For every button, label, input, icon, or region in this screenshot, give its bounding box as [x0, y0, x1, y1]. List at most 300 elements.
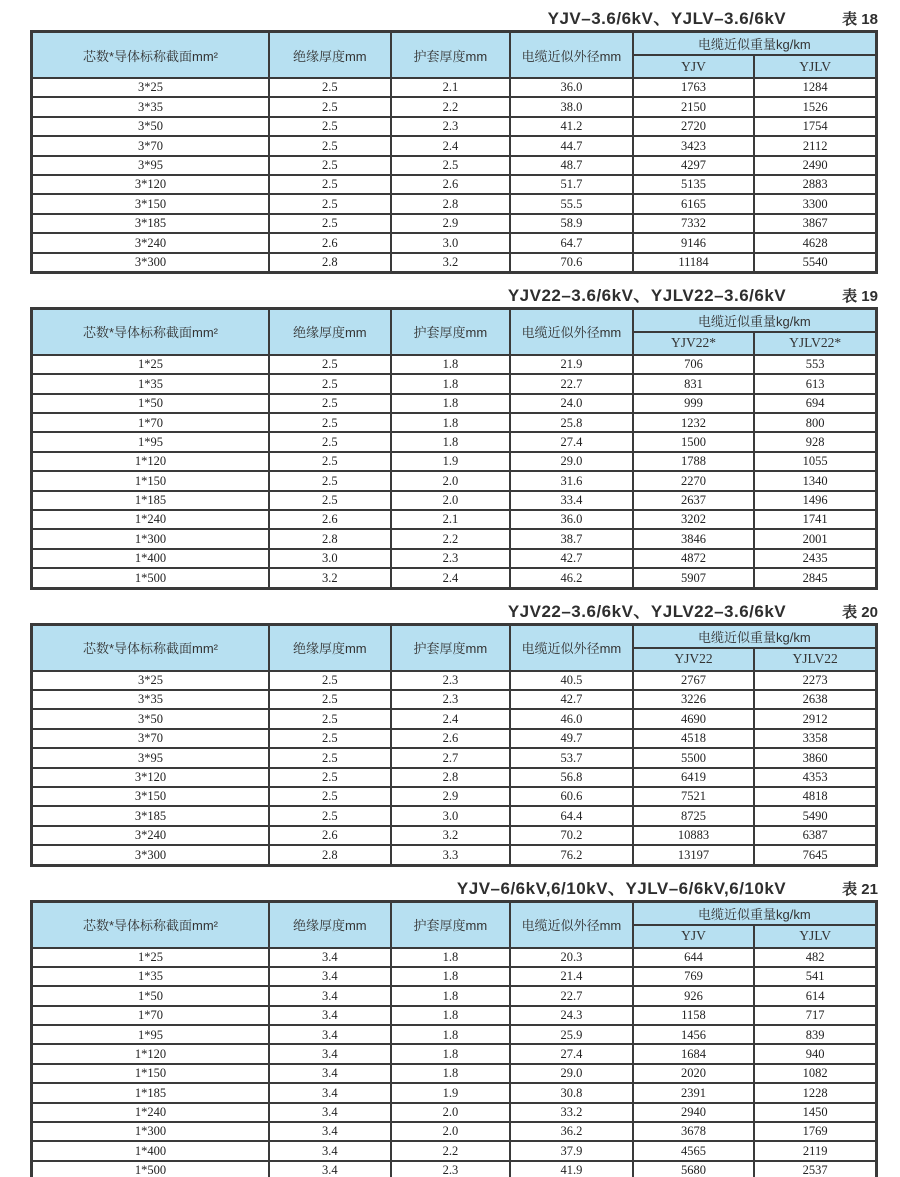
table-cell: 1*300 [32, 529, 269, 548]
table-cell: 7332 [633, 214, 755, 233]
table-20-heading [30, 597, 878, 621]
table-cell: 4297 [633, 156, 755, 175]
table-cell: 706 [633, 355, 755, 374]
table-cell: 1684 [633, 1044, 755, 1063]
table-cell: 2.3 [391, 671, 511, 690]
table-cell: 1.8 [391, 1006, 511, 1025]
table-cell: 4353 [754, 768, 876, 787]
table-cell: 644 [633, 948, 755, 967]
col-header-weight-group: 电缆近似重量kg/km [633, 32, 877, 56]
table-cell: 24.3 [510, 1006, 633, 1025]
table-cell: 613 [754, 374, 876, 393]
col-header-weight-yjlv22: YJLV22* [754, 332, 876, 355]
table-cell: 6387 [754, 826, 876, 845]
table-cell: 3.3 [391, 845, 511, 865]
table-row [32, 214, 877, 233]
table-row [32, 1141, 877, 1160]
table-cell: 13197 [633, 845, 755, 865]
col-header-spec: 芯数*导体标称截面mm² [32, 901, 269, 948]
table-cell: 3*95 [32, 156, 269, 175]
table-row [32, 1103, 877, 1122]
table-cell: 1055 [754, 452, 876, 471]
table-row [32, 253, 877, 273]
col-header-weight-group: 电缆近似重量kg/km [633, 308, 877, 332]
table-cell: 55.5 [510, 194, 633, 213]
table-cell: 21.9 [510, 355, 633, 374]
table-cell: 64.4 [510, 806, 633, 825]
table-row [32, 1044, 877, 1063]
table-cell: 2.8 [391, 768, 511, 787]
table-section-20 [30, 597, 878, 867]
table-cell: 4690 [633, 709, 755, 728]
table-cell: 42.7 [510, 690, 633, 709]
col-header-weight-yjv: YJV [633, 55, 755, 78]
table-cell: 53.7 [510, 748, 633, 767]
table-21-title: YJV–6/6kV,6/10kV、YJLV–6/6kV,6/10kV [456, 878, 787, 898]
table-cell: 1*25 [32, 948, 269, 967]
table-cell: 2.5 [269, 729, 391, 748]
col-header-insulation: 绝缘厚度mm [269, 308, 391, 355]
table-cell: 1284 [754, 78, 876, 97]
table-cell: 3867 [754, 214, 876, 233]
table-cell: 1754 [754, 117, 876, 136]
table-cell: 3678 [633, 1122, 755, 1141]
table-cell: 2.5 [269, 194, 391, 213]
table-cell: 27.4 [510, 432, 633, 451]
table-row [32, 394, 877, 413]
table-row [32, 491, 877, 510]
table-cell: 3.2 [391, 826, 511, 845]
table-cell: 1*300 [32, 1122, 269, 1141]
col-header-od: 电缆近似外径mm [510, 308, 633, 355]
table-cell: 10883 [633, 826, 755, 845]
cable-spec-table-20 [30, 623, 878, 867]
cable-spec-table-21 [30, 900, 878, 1177]
table-cell: 1*70 [32, 1006, 269, 1025]
table-row [32, 709, 877, 728]
table-cell: 20.3 [510, 948, 633, 967]
table-cell: 2.4 [391, 568, 511, 588]
table-cell: 46.2 [510, 568, 633, 588]
table-cell: 926 [633, 986, 755, 1005]
table-cell: 2.5 [269, 374, 391, 393]
table-cell: 22.7 [510, 986, 633, 1005]
table-cell: 3*185 [32, 806, 269, 825]
table-cell: 717 [754, 1006, 876, 1025]
table-cell: 3.4 [269, 1161, 391, 1177]
table-cell: 2.5 [269, 136, 391, 155]
table-row [32, 452, 877, 471]
table-cell: 2.0 [391, 1122, 511, 1141]
table-cell: 831 [633, 374, 755, 393]
table-cell: 3.4 [269, 1141, 391, 1160]
table-cell: 41.2 [510, 117, 633, 136]
table-cell: 5907 [633, 568, 755, 588]
table-cell: 1496 [754, 491, 876, 510]
table-20-title: YJV22–3.6/6kV、YJLV22–3.6/6kV [507, 601, 787, 621]
table-cell: 3*35 [32, 690, 269, 709]
table-cell: 999 [633, 394, 755, 413]
table-cell: 2883 [754, 175, 876, 194]
table-cell: 4565 [633, 1141, 755, 1160]
table-cell: 2.5 [269, 355, 391, 374]
table-row [32, 117, 877, 136]
table-cell: 33.2 [510, 1103, 633, 1122]
table-cell: 2.5 [269, 413, 391, 432]
table-row [32, 967, 877, 986]
table-cell: 29.0 [510, 1064, 633, 1083]
table-row [32, 471, 877, 490]
table-cell: 1158 [633, 1006, 755, 1025]
table-cell: 2.8 [269, 529, 391, 548]
table-cell: 3300 [754, 194, 876, 213]
table-cell: 1*185 [32, 1083, 269, 1102]
table-cell: 44.7 [510, 136, 633, 155]
table-cell: 2.5 [269, 471, 391, 490]
table-cell: 46.0 [510, 709, 633, 728]
table-cell: 2940 [633, 1103, 755, 1122]
table-row [32, 568, 877, 588]
table-row [32, 1083, 877, 1102]
table-cell: 1.8 [391, 432, 511, 451]
table-cell: 1769 [754, 1122, 876, 1141]
table-cell: 38.7 [510, 529, 633, 548]
table-row [32, 787, 877, 806]
table-row [32, 549, 877, 568]
col-header-insulation: 绝缘厚度mm [269, 624, 391, 671]
table-cell: 2391 [633, 1083, 755, 1102]
table-cell: 3.4 [269, 1122, 391, 1141]
table-cell: 3.4 [269, 1044, 391, 1063]
table-18-number: 表 18 [842, 11, 878, 28]
table-cell: 614 [754, 986, 876, 1005]
table-cell: 1*150 [32, 471, 269, 490]
table-21-heading [30, 874, 878, 898]
table-cell: 1*50 [32, 986, 269, 1005]
table-cell: 2537 [754, 1161, 876, 1177]
table-row [32, 806, 877, 825]
table-cell: 482 [754, 948, 876, 967]
table-row [32, 1161, 877, 1177]
table-cell: 2.5 [269, 175, 391, 194]
table-cell: 3*35 [32, 97, 269, 116]
table-cell: 1228 [754, 1083, 876, 1102]
table-cell: 1450 [754, 1103, 876, 1122]
table-cell: 1*240 [32, 1103, 269, 1122]
table-cell: 541 [754, 967, 876, 986]
table-cell: 1*500 [32, 568, 269, 588]
table-cell: 2001 [754, 529, 876, 548]
table-cell: 3423 [633, 136, 755, 155]
table-cell: 2.8 [269, 253, 391, 273]
table-cell: 3860 [754, 748, 876, 767]
col-header-sheath: 护套厚度mm [391, 901, 511, 948]
table-cell: 3202 [633, 510, 755, 529]
table-cell: 2.5 [391, 156, 511, 175]
table-cell: 1.8 [391, 355, 511, 374]
table-cell: 1*120 [32, 1044, 269, 1063]
table-cell: 2.5 [269, 709, 391, 728]
table-cell: 1*400 [32, 1141, 269, 1160]
table-cell: 3*300 [32, 845, 269, 865]
table-cell: 3846 [633, 529, 755, 548]
cable-spec-table-19 [30, 307, 878, 590]
table-cell: 1340 [754, 471, 876, 490]
table-cell: 1*185 [32, 491, 269, 510]
table-row [32, 768, 877, 787]
table-cell: 5135 [633, 175, 755, 194]
table-cell: 2720 [633, 117, 755, 136]
table-cell: 839 [754, 1025, 876, 1044]
table-cell: 2112 [754, 136, 876, 155]
table-row [32, 690, 877, 709]
table-cell: 42.7 [510, 549, 633, 568]
table-cell: 2.0 [391, 471, 511, 490]
table-cell: 1500 [633, 432, 755, 451]
table-cell: 41.9 [510, 1161, 633, 1177]
table-18-body [32, 78, 877, 272]
col-header-sheath: 护套厚度mm [391, 32, 511, 79]
table-cell: 25.8 [510, 413, 633, 432]
table-cell: 3*25 [32, 78, 269, 97]
table-cell: 4818 [754, 787, 876, 806]
table-cell: 769 [633, 967, 755, 986]
table-cell: 2020 [633, 1064, 755, 1083]
table-cell: 928 [754, 432, 876, 451]
table-cell: 3.0 [391, 233, 511, 252]
table-row [32, 845, 877, 865]
table-cell: 1.8 [391, 1044, 511, 1063]
table-cell: 3.4 [269, 948, 391, 967]
table-cell: 2.6 [269, 826, 391, 845]
table-cell: 1082 [754, 1064, 876, 1083]
table-cell: 3.4 [269, 1006, 391, 1025]
table-cell: 2490 [754, 156, 876, 175]
table-cell: 2845 [754, 568, 876, 588]
table-cell: 1.8 [391, 1025, 511, 1044]
table-cell: 3.4 [269, 967, 391, 986]
table-19-body [32, 355, 877, 588]
table-cell: 5500 [633, 748, 755, 767]
table-cell: 2.5 [269, 117, 391, 136]
table-18-heading [30, 4, 878, 28]
table-cell: 3*300 [32, 253, 269, 273]
table-cell: 2.5 [269, 690, 391, 709]
table-cell: 24.0 [510, 394, 633, 413]
table-cell: 2.2 [391, 97, 511, 116]
table-cell: 3*70 [32, 136, 269, 155]
table-cell: 2.5 [269, 768, 391, 787]
table-row [32, 432, 877, 451]
table-cell: 56.8 [510, 768, 633, 787]
table-cell: 2.3 [391, 117, 511, 136]
table-cell: 36.2 [510, 1122, 633, 1141]
table-cell: 1*25 [32, 355, 269, 374]
table-row [32, 355, 877, 374]
table-cell: 2273 [754, 671, 876, 690]
table-cell: 2.5 [269, 748, 391, 767]
col-header-weight-yjv22: YJV22* [633, 332, 755, 355]
table-cell: 1.8 [391, 986, 511, 1005]
table-cell: 3*150 [32, 194, 269, 213]
col-header-insulation: 绝缘厚度mm [269, 32, 391, 79]
table-cell: 6419 [633, 768, 755, 787]
table-cell: 2.6 [391, 175, 511, 194]
table-cell: 1*120 [32, 452, 269, 471]
table-row [32, 136, 877, 155]
table-row [32, 748, 877, 767]
table-cell: 58.9 [510, 214, 633, 233]
table-cell: 553 [754, 355, 876, 374]
table-row [32, 194, 877, 213]
table-cell: 1.9 [391, 1083, 511, 1102]
table-cell: 2.9 [391, 787, 511, 806]
table-cell: 2.5 [269, 432, 391, 451]
table-cell: 5540 [754, 253, 876, 273]
col-header-insulation: 绝缘厚度mm [269, 901, 391, 948]
table-row [32, 826, 877, 845]
table-cell: 64.7 [510, 233, 633, 252]
table-row [32, 1025, 877, 1044]
table-cell: 2.5 [269, 97, 391, 116]
table-18-title: YJV–3.6/6kV、YJLV–3.6/6kV [547, 9, 787, 28]
table-cell: 2150 [633, 97, 755, 116]
table-cell: 22.7 [510, 374, 633, 393]
table-cell: 38.0 [510, 97, 633, 116]
table-cell: 1456 [633, 1025, 755, 1044]
table-cell: 1*400 [32, 549, 269, 568]
table-cell: 60.6 [510, 787, 633, 806]
table-cell: 36.0 [510, 510, 633, 529]
table-cell: 37.9 [510, 1141, 633, 1160]
table-cell: 70.2 [510, 826, 633, 845]
table-cell: 1.8 [391, 413, 511, 432]
table-cell: 4518 [633, 729, 755, 748]
table-cell: 1*35 [32, 374, 269, 393]
table-cell: 2.0 [391, 1103, 511, 1122]
table-cell: 2.1 [391, 78, 511, 97]
table-19-title: YJV22–3.6/6kV、YJLV22–3.6/6kV [507, 285, 787, 305]
table-cell: 2.6 [269, 233, 391, 252]
table-cell: 2767 [633, 671, 755, 690]
col-header-spec: 芯数*导体标称截面mm² [32, 32, 269, 79]
table-cell: 1232 [633, 413, 755, 432]
table-21-number: 表 21 [842, 880, 878, 898]
table-cell: 2435 [754, 549, 876, 568]
table-section-18 [30, 4, 878, 274]
table-cell: 2.2 [391, 529, 511, 548]
table-cell: 2638 [754, 690, 876, 709]
table-cell: 2119 [754, 1141, 876, 1160]
table-cell: 1*95 [32, 432, 269, 451]
table-cell: 940 [754, 1044, 876, 1063]
table-row [32, 97, 877, 116]
table-cell: 2.6 [391, 729, 511, 748]
table-section-21 [30, 874, 878, 1177]
table-cell: 76.2 [510, 845, 633, 865]
col-header-spec: 芯数*导体标称截面mm² [32, 624, 269, 671]
table-cell: 2.3 [391, 1161, 511, 1177]
table-cell: 1*500 [32, 1161, 269, 1177]
table-cell: 25.9 [510, 1025, 633, 1044]
table-row [32, 175, 877, 194]
table-row [32, 671, 877, 690]
table-row [32, 374, 877, 393]
table-cell: 2.5 [269, 214, 391, 233]
table-cell: 3*185 [32, 214, 269, 233]
col-header-sheath: 护套厚度mm [391, 308, 511, 355]
table-cell: 3.4 [269, 1064, 391, 1083]
table-row [32, 529, 877, 548]
table-cell: 2637 [633, 491, 755, 510]
table-cell: 1*240 [32, 510, 269, 529]
table-cell: 3*120 [32, 175, 269, 194]
table-cell: 3*240 [32, 233, 269, 252]
table-20-body [32, 671, 877, 865]
table-cell: 3*50 [32, 709, 269, 728]
table-cell: 3.0 [269, 549, 391, 568]
table-cell: 5490 [754, 806, 876, 825]
table-cell: 3*25 [32, 671, 269, 690]
table-cell: 3.2 [269, 568, 391, 588]
table-cell: 33.4 [510, 491, 633, 510]
table-cell: 49.7 [510, 729, 633, 748]
table-cell: 70.6 [510, 253, 633, 273]
table-cell: 2.2 [391, 1141, 511, 1160]
table-cell: 29.0 [510, 452, 633, 471]
table-cell: 2.5 [269, 156, 391, 175]
table-20-number: 表 20 [842, 603, 878, 621]
table-cell: 3358 [754, 729, 876, 748]
table-cell: 8725 [633, 806, 755, 825]
table-cell: 1.8 [391, 374, 511, 393]
table-cell: 3226 [633, 690, 755, 709]
table-row [32, 156, 877, 175]
table-cell: 7521 [633, 787, 755, 806]
table-cell: 2.5 [269, 806, 391, 825]
table-cell: 4872 [633, 549, 755, 568]
table-cell: 3*120 [32, 768, 269, 787]
col-header-weight-group: 电缆近似重量kg/km [633, 901, 877, 925]
table-row [32, 413, 877, 432]
table-cell: 3*50 [32, 117, 269, 136]
table-cell: 40.5 [510, 671, 633, 690]
table-cell: 2.3 [391, 549, 511, 568]
table-cell: 800 [754, 413, 876, 432]
table-cell: 2.6 [269, 510, 391, 529]
table-cell: 2.5 [269, 452, 391, 471]
table-cell: 51.7 [510, 175, 633, 194]
table-row [32, 1064, 877, 1083]
table-row [32, 948, 877, 967]
table-cell: 3.0 [391, 806, 511, 825]
col-header-weight-yjv22: YJV22 [633, 648, 755, 671]
table-row [32, 729, 877, 748]
table-cell: 694 [754, 394, 876, 413]
table-cell: 1526 [754, 97, 876, 116]
table-cell: 1.8 [391, 1064, 511, 1083]
table-cell: 1788 [633, 452, 755, 471]
table-row [32, 986, 877, 1005]
table-cell: 1*50 [32, 394, 269, 413]
table-19-heading [30, 281, 878, 305]
table-cell: 2.1 [391, 510, 511, 529]
table-cell: 2.7 [391, 748, 511, 767]
table-19-number: 表 19 [842, 287, 878, 305]
table-cell: 1*95 [32, 1025, 269, 1044]
table-cell: 2.4 [391, 709, 511, 728]
col-header-spec: 芯数*导体标称截面mm² [32, 308, 269, 355]
